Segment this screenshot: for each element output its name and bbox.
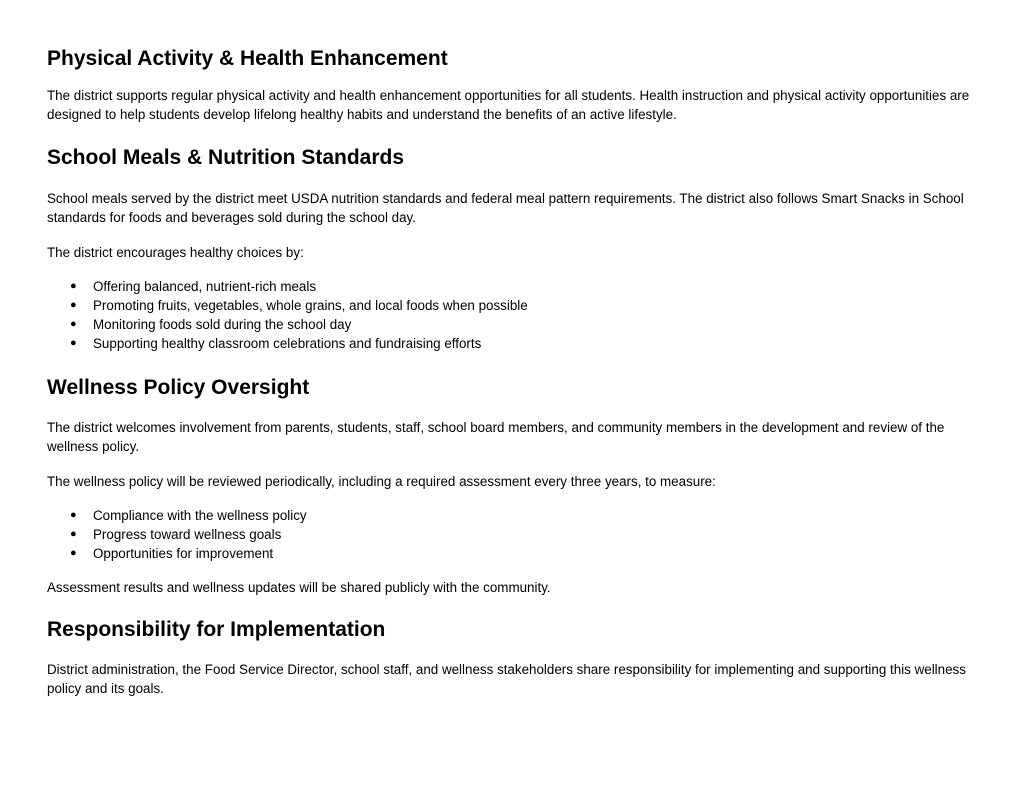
- list-item-text: Offering balanced, nutrient-rich meals: [93, 279, 317, 294]
- bullet-icon: ●: [70, 299, 77, 311]
- bullet-icon: ●: [70, 509, 77, 521]
- section-responsibility: [47, 615, 987, 698]
- section-paragraph: Assessment results and wellness updates will be shared publicly with the community.: [47, 580, 551, 595]
- list-item: [47, 506, 987, 525]
- section-paragraph: District administration, the Food Service Director, school staff, and wellness stakeholders share responsibility for implementing and supporting this wellness policy and its goals.: [47, 662, 966, 696]
- bullet-icon: ●: [70, 280, 77, 292]
- section-paragraph: The district welcomes involvement from parents, students, staff, school board members, and community members in the development and review of the wellness policy.: [47, 420, 945, 454]
- section-paragraph: The district encourages healthy choices by:: [47, 245, 304, 260]
- list-item: [47, 277, 987, 296]
- document-page: [47, 44, 987, 698]
- bullet-icon: ●: [70, 528, 77, 540]
- list-item-text: Compliance with the wellness policy: [93, 508, 307, 523]
- section-paragraph: School meals served by the district meet USDA nutrition standards and federal meal pattern requirements. The district also follows Smart Snacks in School standards for foods and beverages sold during the school day.: [47, 191, 964, 225]
- section-heading: Physical Activity & Health Enhancement: [47, 47, 448, 70]
- list-item-text: Monitoring foods sold during the school day: [93, 317, 352, 332]
- list-item-text: Progress toward wellness goals: [93, 527, 282, 542]
- section-heading: School Meals & Nutrition Standards: [47, 146, 405, 169]
- bullet-icon: ●: [70, 337, 77, 349]
- section-heading: Responsibility for Implementation: [47, 618, 386, 641]
- section-paragraph: The wellness policy will be reviewed periodically, including a required assessment every three years, to measure:: [47, 474, 716, 489]
- section-paragraph: The district supports regular physical activity and health enhancement opportunities for all students. Health instruction and physical activity opportunities are designed to help students develop lifelong healthy habits and understand the benefits of an active lifestyle.: [47, 88, 970, 122]
- section-school-meals: [47, 143, 987, 353]
- list-item: [47, 544, 987, 563]
- bullet-list: [47, 277, 987, 353]
- list-item-text: Opportunities for improvement: [93, 546, 274, 561]
- list-item-text: Supporting healthy classroom celebrations and fundraising efforts: [93, 336, 482, 351]
- bullet-list: [47, 506, 987, 563]
- list-item: [47, 525, 987, 544]
- section-wellness-oversight: [47, 373, 987, 597]
- list-item: [47, 334, 987, 353]
- list-item: [47, 296, 987, 315]
- section-heading: Wellness Policy Oversight: [47, 376, 310, 399]
- list-item-text: Promoting fruits, vegetables, whole grains, and local foods when possible: [93, 298, 528, 313]
- list-item: [47, 315, 987, 334]
- bullet-icon: ●: [70, 318, 77, 330]
- bullet-icon: ●: [70, 547, 77, 559]
- section-physical-activity: [47, 44, 987, 124]
